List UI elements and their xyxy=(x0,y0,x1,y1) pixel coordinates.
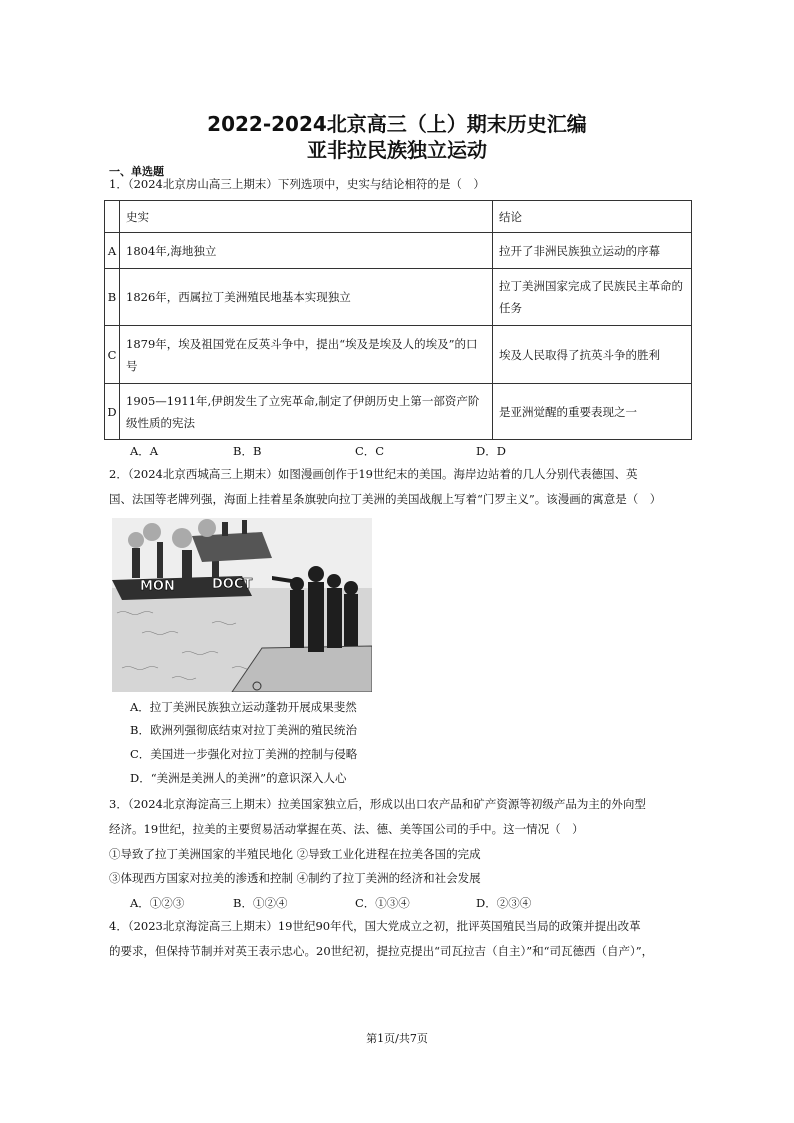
choice-d[interactable]: D．D xyxy=(476,444,506,458)
page-footer: 第1页/共7页 xyxy=(366,1032,428,1045)
q3-items-line2: ③体现西方国家对拉美的渗透和控制 ④制约了拉丁美洲的经济和社会发展 xyxy=(109,871,481,885)
table-header-cell: 史实 xyxy=(120,201,493,233)
warship-label-mon: MON xyxy=(140,579,175,594)
q2-option-a[interactable]: A．拉丁美洲民族独立运动蓬勃开展成果斐然 xyxy=(130,700,357,714)
q3-stem-line2: 经济。19世纪，拉美的主要贸易活动掌握在英、法、德、美等国公司的手中。这一情况（ ） xyxy=(109,822,584,836)
q4-stem-line2: 的要求，但保持节制并对英王表示忠心。20世纪初，提拉克提出“司瓦拉吉（自主）”和“司瓦德西（自产）”， xyxy=(109,944,654,958)
row-fact: 1804年,海地独立 xyxy=(120,233,493,269)
q2-stem-line2: 国、法国等老牌列强，海面上挂着星条旗驶向拉丁美洲的美国战舰上写着“门罗主义”。该漫画的寓意是（ ） xyxy=(109,492,662,506)
section-heading: 一、单选题 xyxy=(109,165,164,178)
q2-option-c[interactable]: C．美国进一步强化对拉丁美洲的控制与侵略 xyxy=(130,747,358,761)
row-letter: A xyxy=(105,233,120,269)
q2-option-b[interactable]: B．欧洲列强彻底结束对拉丁美洲的殖民统治 xyxy=(130,723,357,737)
row-conclusion: 是亚洲觉醒的重要表现之一 xyxy=(493,384,692,440)
q3-choices xyxy=(130,895,531,911)
q2-stem-line1: 2．（2024北京西城高三上期末）如图漫画创作于19世纪末的美国。海岸边站着的几人分别代表德国、英 xyxy=(109,467,638,481)
choice-b[interactable]: B．B xyxy=(233,444,262,458)
row-conclusion: 埃及人民取得了抗英斗争的胜利 xyxy=(493,326,692,384)
q2-option-d[interactable]: D．“美洲是美洲人的美洲”的意识深入人心 xyxy=(130,771,347,785)
document-subtitle: 亚非拉民族独立运动 xyxy=(307,138,487,162)
q1-choices xyxy=(130,443,506,459)
choice-b[interactable]: B．①②④ xyxy=(233,896,288,910)
q3-stem-line1: 3．（2024北京海淀高三上期末）拉美国家独立后，形成以出口农产品和矿产资源等初级产品为主的外向型 xyxy=(109,797,646,811)
monroe-doctrine-cartoon xyxy=(112,518,372,692)
row-fact: 1879年，埃及祖国党在反英斗争中，提出“埃及是埃及人的埃及”的口号 xyxy=(120,326,493,384)
table-row xyxy=(105,269,692,326)
choice-a[interactable]: A．A xyxy=(130,444,159,458)
warship-label-doct: DOCT xyxy=(212,577,253,592)
table-header-cell: 结论 xyxy=(493,201,692,233)
row-letter: D xyxy=(105,384,120,440)
document-title: 2022-2024北京高三（上）期末历史汇编 xyxy=(207,112,587,136)
q1-table xyxy=(104,200,692,440)
row-fact: 1905—1911年,伊朗发生了立宪革命,制定了伊朗历史上第一部资产阶级性质的宪法 xyxy=(120,384,493,440)
table-row xyxy=(105,384,692,440)
q4-stem-line1: 4．（2023北京海淀高三上期末）19世纪90年代，国大党成立之初，批评英国殖民当局的政策并提出改革 xyxy=(109,919,641,933)
table-header-cell xyxy=(105,201,120,233)
choice-c[interactable]: C．①③④ xyxy=(355,896,410,910)
row-letter: C xyxy=(105,326,120,384)
choice-d[interactable]: D．②③④ xyxy=(476,896,532,910)
table-row xyxy=(105,326,692,384)
row-letter: B xyxy=(105,269,120,326)
table-row xyxy=(105,233,692,269)
choice-c[interactable]: C．C xyxy=(355,444,385,458)
row-conclusion: 拉丁美洲国家完成了民族民主革命的任务 xyxy=(493,269,692,326)
choice-a[interactable]: A．①②③ xyxy=(130,896,185,910)
q1-stem: 1．（2024北京房山高三上期末）下列选项中，史实与结论相符的是（ ） xyxy=(109,177,485,191)
table-header-row xyxy=(105,201,692,233)
row-fact: 1826年，西属拉丁美洲殖民地基本实现独立 xyxy=(120,269,493,326)
q3-items-line1: ①导致了拉丁美洲国家的半殖民地化 ②导致工业化进程在拉美各国的完成 xyxy=(109,847,481,861)
row-conclusion: 拉开了非洲民族独立运动的序幕 xyxy=(493,233,692,269)
